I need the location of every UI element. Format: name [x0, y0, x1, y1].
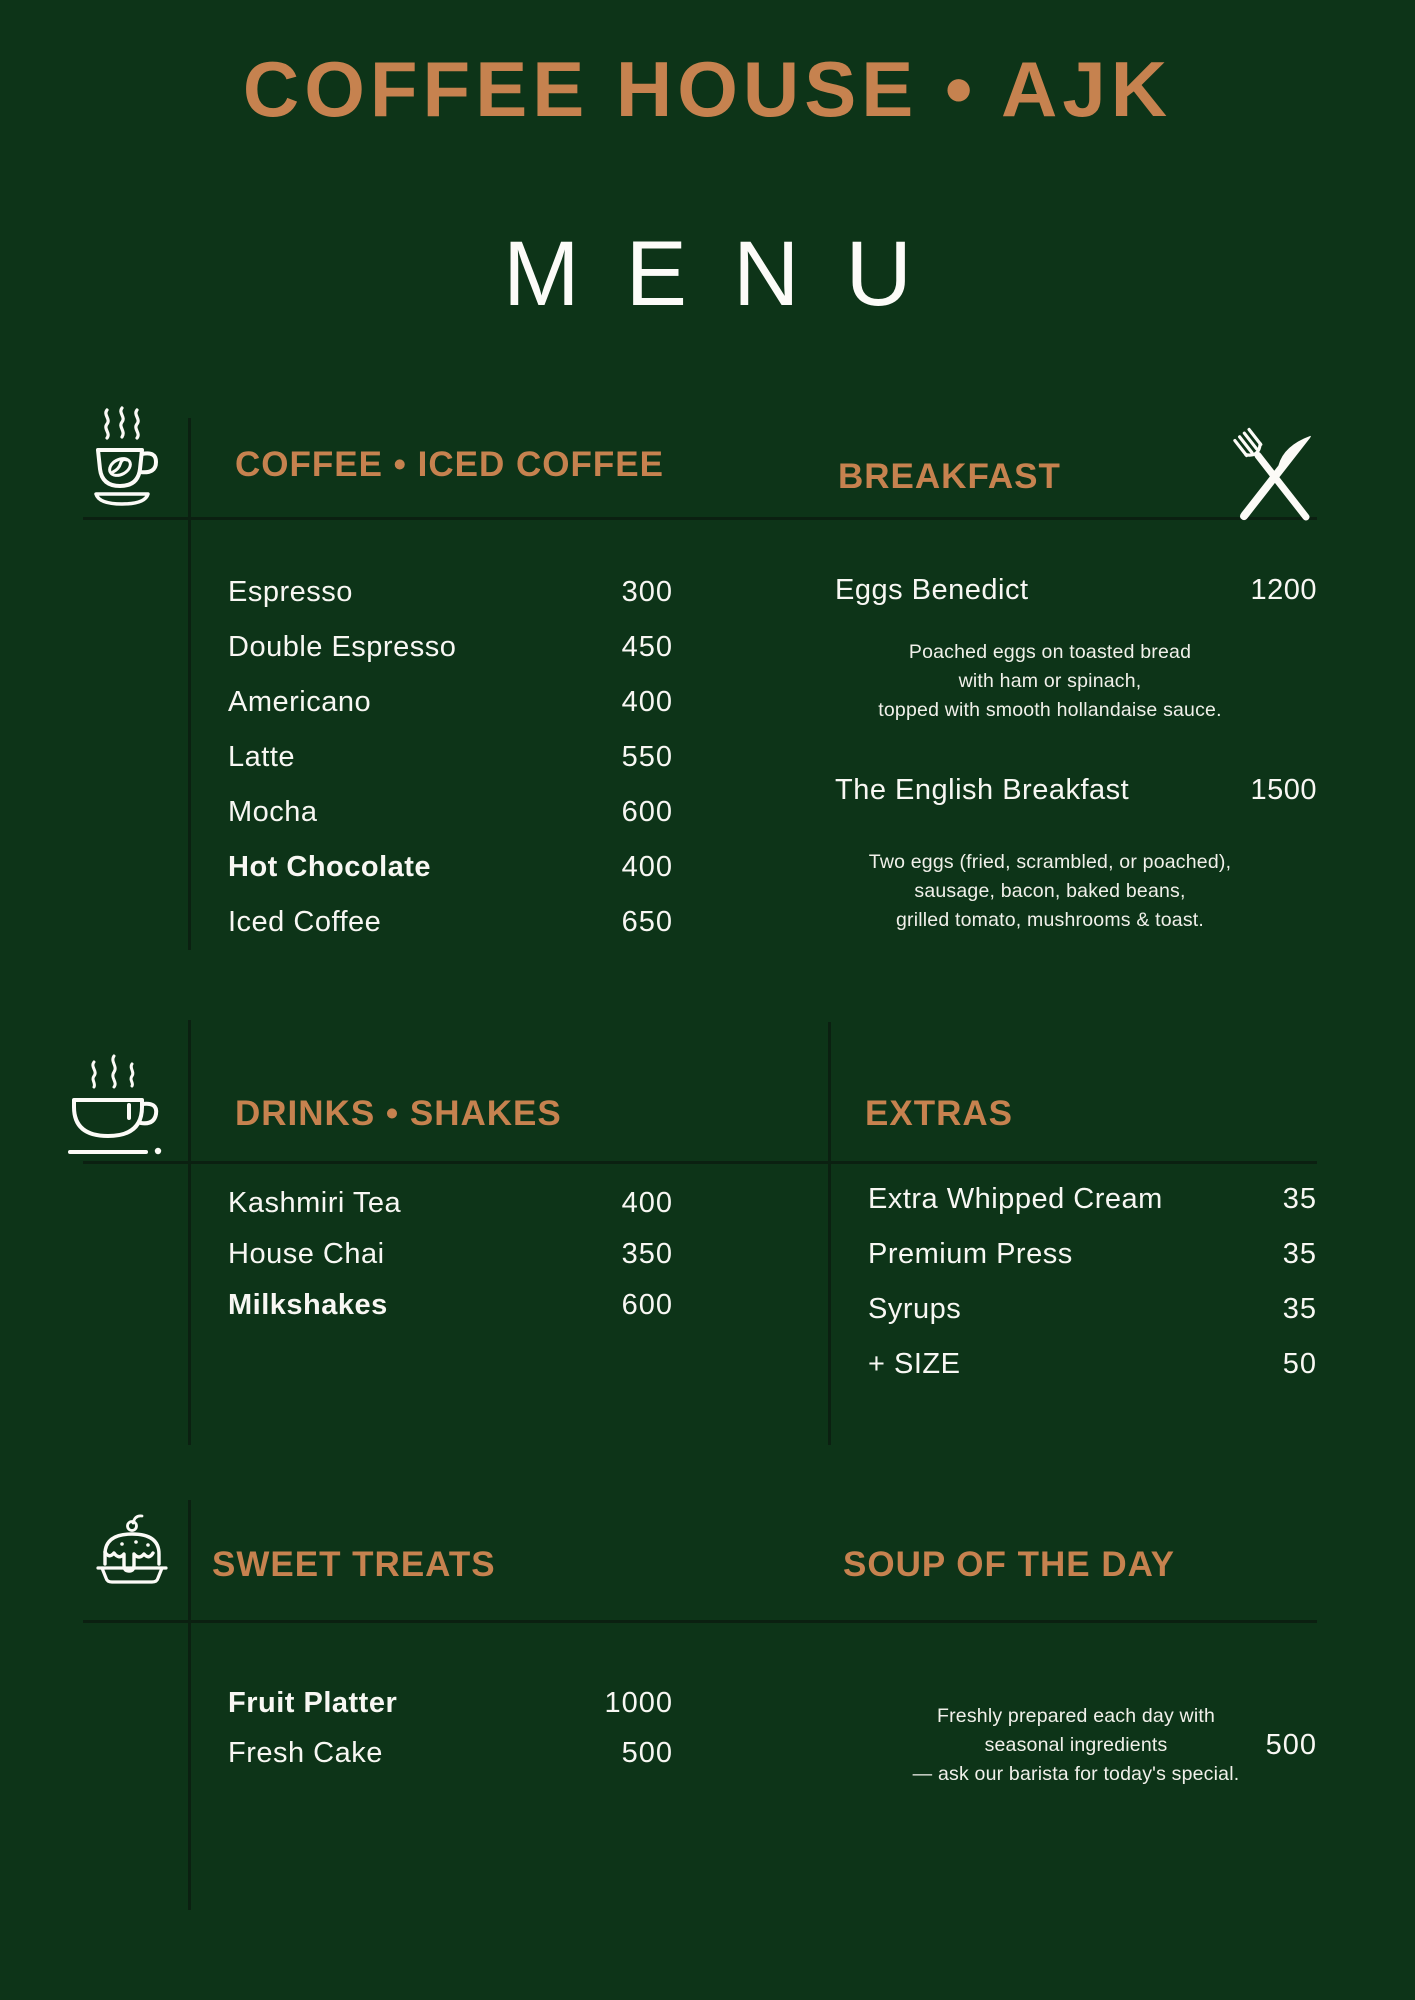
item-price: 450 [621, 631, 673, 663]
item-name: Premium Press [868, 1238, 1073, 1270]
breakfast-item-row [835, 568, 1317, 613]
cake-icon [92, 1514, 172, 1594]
item-name: Syrups [868, 1293, 962, 1325]
item-name: The English Breakfast [835, 774, 1130, 806]
sweets-section-heading: SWEET TREATS [212, 1545, 496, 1584]
item-price: 1500 [1250, 774, 1317, 806]
menu-item-row [228, 730, 673, 785]
drinks-column-line [188, 1020, 191, 1445]
extras-section-heading: EXTRAS [865, 1094, 1013, 1133]
drinks-section-heading: DRINKS • SHAKES [235, 1094, 562, 1133]
fork-knife-icon [1230, 418, 1318, 534]
section3-divider-line [83, 1620, 1317, 1623]
item-price: 500 [1265, 1729, 1317, 1761]
description-line: with ham or spinach, [958, 670, 1142, 692]
menu-item-row [228, 1178, 673, 1229]
menu-item-row [228, 1280, 673, 1331]
menu-item-row [228, 565, 673, 620]
description-line: topped with smooth hollandaise sauce. [878, 699, 1222, 721]
item-price: 400 [621, 1187, 673, 1219]
soup-item-row [890, 1702, 1317, 1789]
item-name: Hot Chocolate [228, 851, 432, 883]
item-price: 400 [621, 686, 673, 718]
description-line: sausage, bacon, baked beans, [914, 880, 1186, 902]
item-price: 400 [621, 851, 673, 883]
description-line: — ask our barista for today's special. [912, 1763, 1240, 1785]
description-line: Two eggs (fried, scrambled, or poached), [868, 851, 1232, 873]
menu-item-row [228, 620, 673, 675]
item-name: Eggs Benedict [835, 574, 1029, 606]
menu-item-row [228, 785, 673, 840]
item-name: Fruit Platter [228, 1686, 398, 1719]
menu-item-row [228, 1728, 673, 1778]
item-name: Milkshakes [228, 1289, 388, 1321]
breakfast-item-description [800, 638, 1300, 725]
soup-section-heading: SOUP OF THE DAY [843, 1545, 1176, 1584]
menu-item-row [228, 1678, 673, 1728]
description-line: seasonal ingredients [984, 1734, 1168, 1756]
breakfast-section-heading: BREAKFAST [838, 457, 1061, 496]
item-name: + SIZE [868, 1348, 961, 1380]
section2-divider-line [83, 1161, 1317, 1164]
coffee-item-list [228, 565, 673, 950]
page-title: COFFEE HOUSE • AJK [242, 45, 1173, 133]
menu-item-row [228, 840, 673, 895]
item-name: Fresh Cake [228, 1736, 383, 1769]
menu-title: MENU [503, 223, 958, 325]
description-line: grilled tomato, mushrooms & toast. [895, 909, 1205, 931]
description-line: Freshly prepared each day with [936, 1705, 1216, 1727]
item-name: House Chai [228, 1238, 385, 1270]
item-name: Latte [228, 741, 295, 773]
item-name: Espresso [228, 576, 353, 608]
item-price: 600 [621, 796, 673, 828]
menu-item-row [868, 1227, 1317, 1282]
item-price: 300 [621, 576, 673, 608]
item-name: Iced Coffee [228, 906, 382, 938]
item-price: 50 [1282, 1348, 1317, 1380]
item-name: Kashmiri Tea [228, 1187, 402, 1219]
item-price: 650 [621, 906, 673, 938]
sweets-item-list [228, 1678, 673, 1778]
menu-item-row [228, 895, 673, 950]
item-price: 600 [621, 1289, 673, 1321]
item-price: 550 [621, 741, 673, 773]
item-price: 35 [1282, 1238, 1317, 1270]
sweets-column-line [188, 1500, 191, 1910]
item-price: 1000 [604, 1686, 673, 1719]
breakfast-item-row [835, 768, 1317, 813]
breakfast-item-description [800, 848, 1300, 935]
extras-item-list [868, 1172, 1317, 1392]
item-name: Americano [228, 686, 372, 718]
extras-column-line [828, 1022, 831, 1445]
coffee-section-heading: COFFEE • ICED COFFEE [235, 445, 664, 484]
menu-item-row [868, 1172, 1317, 1227]
item-price: 35 [1282, 1293, 1317, 1325]
section1-divider-line [83, 517, 1317, 520]
item-name: Extra Whipped Cream [868, 1183, 1163, 1215]
item-name: Double Espresso [228, 631, 457, 663]
coffee-column-line [188, 418, 191, 950]
item-price: 500 [621, 1736, 673, 1769]
item-price: 35 [1282, 1183, 1317, 1215]
item-price: 350 [621, 1238, 673, 1270]
item-name: Mocha [228, 796, 318, 828]
menu-item-row [228, 1229, 673, 1280]
item-price: 1200 [1250, 574, 1317, 606]
soup-description [890, 1702, 1262, 1789]
menu-item-row [868, 1337, 1317, 1392]
tea-cup-icon [64, 1052, 170, 1164]
menu-item-row [228, 675, 673, 730]
coffee-cup-icon [86, 406, 162, 514]
menu-item-row [868, 1282, 1317, 1337]
description-line: Poached eggs on toasted bread [908, 641, 1192, 663]
drinks-item-list [228, 1178, 673, 1331]
